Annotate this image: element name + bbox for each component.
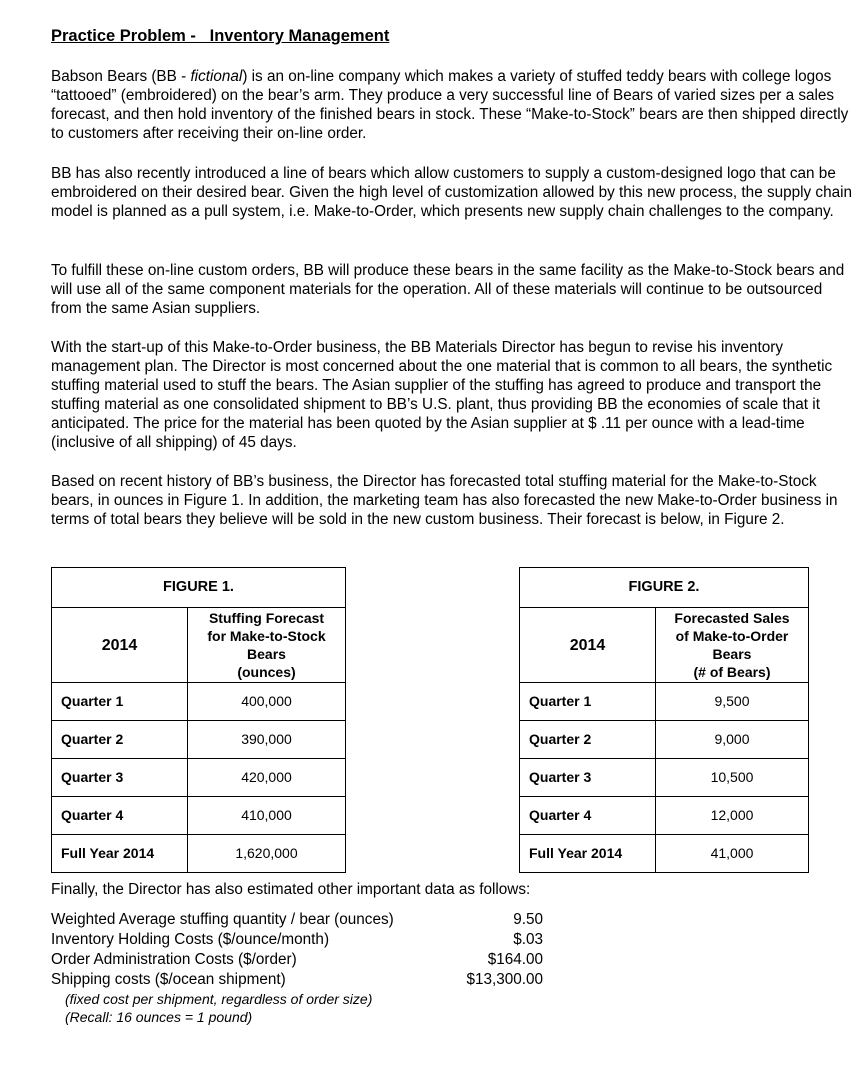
row-label: Full Year 2014 <box>520 835 656 873</box>
figure-1-header-line: for Make-to-Stock <box>207 628 326 644</box>
table-row <box>520 835 809 873</box>
estimate-label: Order Administration Costs ($/order) <box>51 951 297 968</box>
paragraph-fulfillment: To fulfill these on-line custom orders, BB will produce these bears in the same facility as the Make-to-Stock bears and will use all of the same component materials for the operation. All of these materials will continue to be outsourced from the same Asian suppliers. <box>51 262 845 317</box>
estimate-row <box>51 910 551 929</box>
table-row <box>52 759 346 797</box>
figure-2-table <box>519 567 809 873</box>
estimates-intro: Finally, the Director has also estimated other important data as follows: <box>51 881 531 898</box>
estimate-value: $13,300.00 <box>466 971 543 988</box>
row-value: 9,500 <box>656 683 809 721</box>
row-label: Quarter 1 <box>520 683 656 721</box>
figure-2-year-header: 2014 <box>520 608 656 683</box>
row-value: 9,000 <box>656 721 809 759</box>
figure-1-header-line: Bears <box>247 646 286 662</box>
page-title: Practice Problem - Inventory Management <box>51 27 390 45</box>
table-row <box>520 797 809 835</box>
figure-1-column-header <box>188 608 346 683</box>
row-value: 410,000 <box>188 797 346 835</box>
paragraph-forecast: Based on recent history of BB’s business, the Director has forecasted total stuffing material for the Make-to-Stock bears, in ounces in Figure 1. In addition, the marketing team has also forecasted the new Make-to-Order business in terms of total bears they believe will be sold in the new custom business. Their forecast is below, in Figure 2. <box>51 473 838 528</box>
intro-text-italic: fictional <box>190 68 243 85</box>
paragraph-make-to-order: BB has also recently introduced a line of bears which allow customers to supply a custom-designed logo that can be embroidered on their desired bear. Given the high level of customization allowed by this new process, the supply chain model is planned as a pull system, i.e. Make-to-Order, which presents new supply chain challenges to the company. <box>51 165 852 220</box>
row-value: 390,000 <box>188 721 346 759</box>
figure-2-title: FIGURE 2. <box>520 568 809 608</box>
table-row <box>52 683 346 721</box>
row-label: Quarter 2 <box>52 721 188 759</box>
table-row <box>520 683 809 721</box>
figure-2-header-line: Forecasted Sales <box>674 610 790 626</box>
figure-2-header-line: of Make-to-Order <box>675 628 789 644</box>
figure-1-header-line: (ounces) <box>237 664 296 680</box>
estimate-row <box>51 950 551 969</box>
row-value: 41,000 <box>656 835 809 873</box>
row-value: 420,000 <box>188 759 346 797</box>
table-row <box>52 797 346 835</box>
paragraph-intro <box>51 67 856 143</box>
intro-text-post: ) is an on-line company which makes a variety of stuffed teddy bears with college logos “tattooed” (embroidered) on the bear’s arm. They produce a very successful line of Bears of varied sizes per a sales forecast, and then hold inventory of the finished bears in stock. These “Make-to-Stock” bears are then shipped directly to customers after receiving their on-line order. <box>51 68 849 142</box>
table-row <box>520 759 809 797</box>
estimate-value: $.03 <box>513 931 543 948</box>
row-label: Quarter 4 <box>520 797 656 835</box>
intro-text-pre: Babson Bears (BB - <box>51 68 191 85</box>
estimate-row <box>51 930 551 949</box>
row-label: Quarter 1 <box>52 683 188 721</box>
row-label: Full Year 2014 <box>52 835 188 873</box>
table-row <box>52 721 346 759</box>
figure-2-column-header <box>656 608 809 683</box>
paragraph-inventory-plan: With the start-up of this Make-to-Order business, the BB Materials Director has begun to revise his inventory management plan. The Director is most concerned about the one material that is common to all bears, the synthetic stuffing material used to stuff the bears. The Asian supplier of the stuffing has agreed to produce and transport the stuffing material as one consolidated shipment to BB’s U.S. plant, thus providing BB the economies of scale that it anticipated. The price for the material has been quoted by the Asian supplier at $ .11 per ounce with a lead-time (inclusive of all shipping) of 45 days. <box>51 339 833 451</box>
row-label: Quarter 4 <box>52 797 188 835</box>
estimate-value: $164.00 <box>487 951 543 968</box>
figure-1-header-line: Stuffing Forecast <box>208 610 325 626</box>
shipping-note: (fixed cost per shipment, regardless of order size) <box>65 991 373 1007</box>
row-value: 12,000 <box>656 797 809 835</box>
figure-2-header-line: (# of Bears) <box>693 664 771 680</box>
figure-2-header-line: Bears <box>712 646 752 662</box>
row-value: 10,500 <box>656 759 809 797</box>
row-label: Quarter 2 <box>520 721 656 759</box>
table-row <box>52 835 346 873</box>
figure-1-title: FIGURE 1. <box>52 568 346 608</box>
figure-1-year-header: 2014 <box>52 608 188 683</box>
row-label: Quarter 3 <box>520 759 656 797</box>
estimate-label: Inventory Holding Costs ($/ounce/month) <box>51 931 330 948</box>
estimate-label: Shipping costs ($/ocean shipment) <box>51 971 286 988</box>
estimate-value: 9.50 <box>513 911 543 928</box>
table-row <box>520 721 809 759</box>
estimate-row <box>51 970 551 989</box>
conversion-note: (Recall: 16 ounces = 1 pound) <box>65 1009 253 1025</box>
estimate-label: Weighted Average stuffing quantity / bear (ounces) <box>51 911 394 928</box>
figure-1-table <box>51 567 346 873</box>
row-label: Quarter 3 <box>52 759 188 797</box>
row-value: 400,000 <box>188 683 346 721</box>
row-value: 1,620,000 <box>188 835 346 873</box>
